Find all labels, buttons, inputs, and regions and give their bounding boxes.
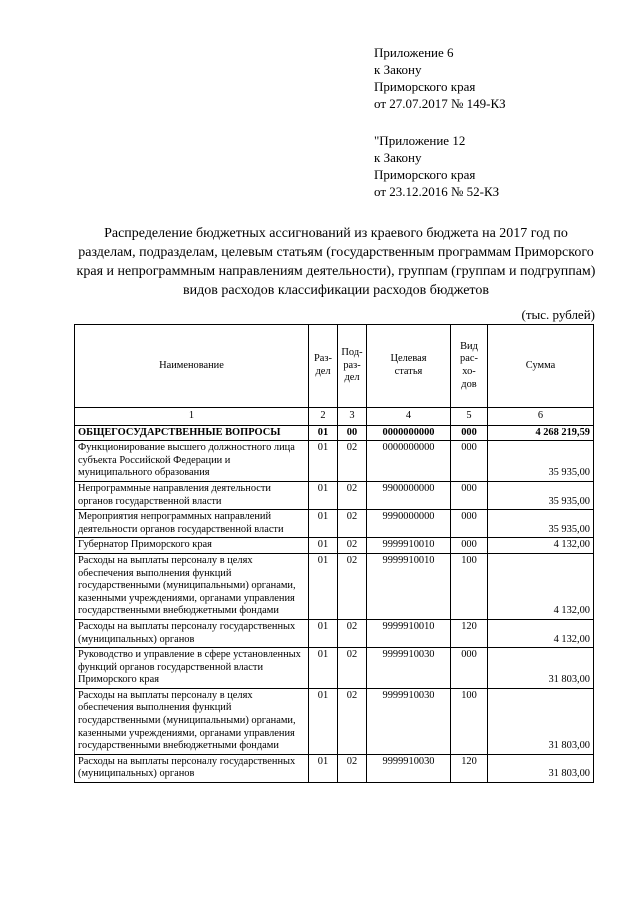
row-type: 100 bbox=[451, 688, 488, 754]
appendix-original-line-4: от 23.12.2016 № 52-КЗ bbox=[374, 184, 500, 199]
row-section: 01 bbox=[309, 441, 338, 482]
row-subsection: 02 bbox=[338, 688, 367, 754]
table-row bbox=[75, 688, 594, 754]
row-subsection: 02 bbox=[338, 441, 367, 482]
table-row bbox=[75, 481, 594, 509]
column-number: 3 bbox=[338, 408, 367, 426]
table-row bbox=[75, 648, 594, 689]
row-type: 120 bbox=[451, 754, 488, 782]
row-section: 01 bbox=[309, 538, 338, 554]
appendix-block bbox=[374, 44, 506, 200]
table-header-row bbox=[75, 325, 594, 408]
row-subsection: 00 bbox=[338, 425, 367, 441]
table-row bbox=[75, 553, 594, 619]
row-section: 01 bbox=[309, 425, 338, 441]
row-name: Расходы на выплаты персоналу государственных (муниципальных) органов bbox=[75, 754, 309, 782]
header-sum: Сумма bbox=[488, 325, 594, 408]
row-name: Непрограммные направления деятельности органов государственной власти bbox=[75, 481, 309, 509]
table-row bbox=[75, 538, 594, 554]
budget-table bbox=[74, 324, 594, 783]
row-sum: 31 803,00 bbox=[488, 688, 594, 754]
row-section: 01 bbox=[309, 688, 338, 754]
column-number: 1 bbox=[75, 408, 309, 426]
row-subsection: 02 bbox=[338, 510, 367, 538]
row-name: Мероприятия непрограммных направлений деятельности органов государственной власти bbox=[75, 510, 309, 538]
row-type: 000 bbox=[451, 481, 488, 509]
table-row bbox=[75, 754, 594, 782]
row-sum: 4 132,00 bbox=[488, 553, 594, 619]
appendix-original-line-1: "Приложение 12 bbox=[374, 133, 466, 148]
row-subsection: 02 bbox=[338, 619, 367, 647]
table-row bbox=[75, 619, 594, 647]
row-target: 9999910030 bbox=[367, 648, 451, 689]
row-subsection: 02 bbox=[338, 553, 367, 619]
column-number: 4 bbox=[367, 408, 451, 426]
row-name: Расходы на выплаты персоналу государственных (муниципальных) органов bbox=[75, 619, 309, 647]
row-section: 01 bbox=[309, 648, 338, 689]
row-subsection: 02 bbox=[338, 538, 367, 554]
appendix-original-line-3: Приморского края bbox=[374, 167, 476, 182]
row-sum: 31 803,00 bbox=[488, 648, 594, 689]
appendix-original-line-2: к Закону bbox=[374, 150, 422, 165]
row-name: Губернатор Приморского края bbox=[75, 538, 309, 554]
row-sum: 35 935,00 bbox=[488, 441, 594, 482]
row-type: 000 bbox=[451, 441, 488, 482]
appendix-current-line-1: Приложение 6 bbox=[374, 45, 454, 60]
table-row bbox=[75, 510, 594, 538]
row-subsection: 02 bbox=[338, 648, 367, 689]
row-target: 9999910010 bbox=[367, 553, 451, 619]
header-type: Вид рас- хо- дов bbox=[451, 325, 488, 408]
column-number: 6 bbox=[488, 408, 594, 426]
appendix-current-line-4: от 27.07.2017 № 149-КЗ bbox=[374, 96, 506, 111]
row-target: 0000000000 bbox=[367, 425, 451, 441]
row-subsection: 02 bbox=[338, 481, 367, 509]
column-number-row bbox=[75, 408, 594, 426]
row-type: 100 bbox=[451, 553, 488, 619]
column-number: 2 bbox=[309, 408, 338, 426]
row-type: 000 bbox=[451, 538, 488, 554]
row-section: 01 bbox=[309, 481, 338, 509]
row-target: 9999910010 bbox=[367, 619, 451, 647]
row-target: 9990000000 bbox=[367, 510, 451, 538]
row-target: 9900000000 bbox=[367, 481, 451, 509]
row-type: 000 bbox=[451, 648, 488, 689]
row-subsection: 02 bbox=[338, 754, 367, 782]
row-name: Руководство и управление в сфере установленных функций органов государственной власти Приморского края bbox=[75, 648, 309, 689]
appendix-current-line-2: к Закону bbox=[374, 62, 422, 77]
row-type: 120 bbox=[451, 619, 488, 647]
row-name: ОБЩЕГОСУДАРСТВЕННЫЕ ВОПРОСЫ bbox=[75, 425, 309, 441]
row-sum: 4 132,00 bbox=[488, 619, 594, 647]
row-section: 01 bbox=[309, 754, 338, 782]
document-title: Распределение бюджетных ассигнований из краевого бюджета на 2017 год по разделам, подразделам, целевым статьям (государственным программам Приморского края и непрограммным направлениям деятельности), группам (группам и подгруппам) видов расходов классификации расходов бюджетов bbox=[76, 226, 596, 298]
row-name: Расходы на выплаты персоналу в целях обеспечения выполнения функций государственными (муниципальными) органами, казенными учреждениями, органами управления государственными внебюджетными фондами bbox=[75, 553, 309, 619]
row-sum: 35 935,00 bbox=[488, 481, 594, 509]
table-row bbox=[75, 441, 594, 482]
row-section: 01 bbox=[309, 553, 338, 619]
row-target: 9999910030 bbox=[367, 754, 451, 782]
row-sum: 35 935,00 bbox=[488, 510, 594, 538]
header-target: Целевая статья bbox=[367, 325, 451, 408]
header-name: Наименование bbox=[75, 325, 309, 408]
row-type: 000 bbox=[451, 425, 488, 441]
row-sum: 4 132,00 bbox=[488, 538, 594, 554]
appendix-current-line-3: Приморского края bbox=[374, 79, 476, 94]
row-type: 000 bbox=[451, 510, 488, 538]
row-section: 01 bbox=[309, 510, 338, 538]
row-target: 0000000000 bbox=[367, 441, 451, 482]
table-row bbox=[75, 425, 594, 441]
row-name: Расходы на выплаты персоналу в целях обеспечения выполнения функций государственными (муниципальными) органами, казенными учреждениями, органами управления государственными внебюджетными фондами bbox=[75, 688, 309, 754]
row-target: 9999910010 bbox=[367, 538, 451, 554]
row-section: 01 bbox=[309, 619, 338, 647]
header-section: Раз- дел bbox=[309, 325, 338, 408]
row-sum: 4 268 219,59 bbox=[488, 425, 594, 441]
units-label: (тыс. рублей) bbox=[521, 307, 595, 322]
row-name: Функционирование высшего должностного лица субъекта Российской Федерации и муниципального образования bbox=[75, 441, 309, 482]
row-sum: 31 803,00 bbox=[488, 754, 594, 782]
header-subsection: Под- раз- дел bbox=[338, 325, 367, 408]
row-target: 9999910030 bbox=[367, 688, 451, 754]
column-number: 5 bbox=[451, 408, 488, 426]
